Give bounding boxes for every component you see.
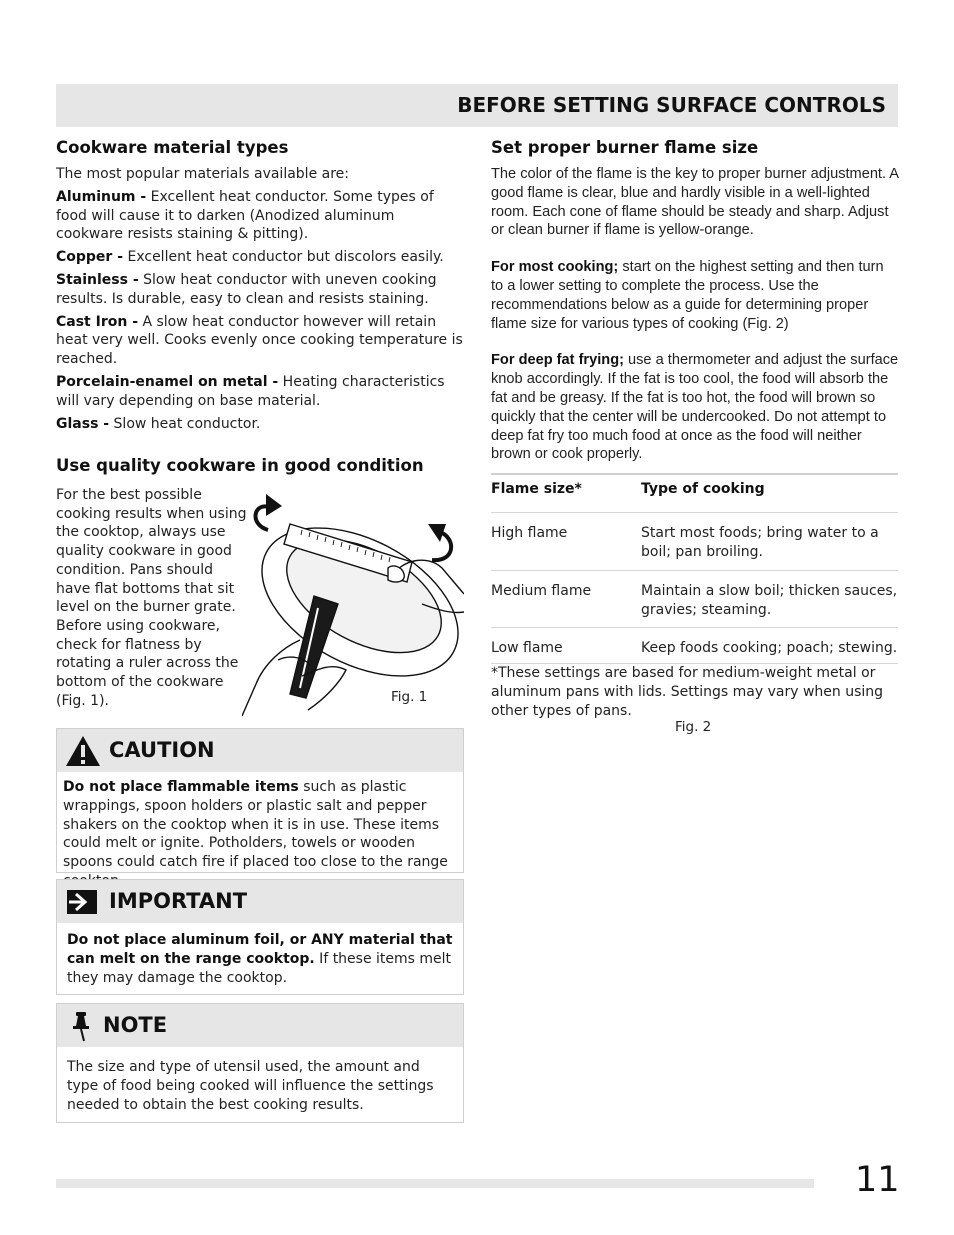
table-cell: Medium flame — [491, 583, 592, 599]
material-item — [56, 373, 464, 411]
table-row — [491, 571, 898, 628]
arrow-right-icon — [67, 890, 97, 914]
table-cell: Keep foods cooking; poach; stewing. — [641, 640, 898, 656]
material-text: A slow heat conductor however will retain heat very well. Cooks evenly once cooking temperature is reached. — [56, 313, 463, 368]
table-cell: High flame — [491, 525, 568, 541]
material-text: Slow heat conductor with uneven cooking results. Is durable, easy to clean and resists staining. — [56, 271, 437, 307]
table-row — [491, 513, 898, 571]
warning-icon — [65, 735, 101, 767]
fig1-label: Fig. 1 — [391, 689, 428, 705]
table-header-row — [491, 474, 898, 513]
caution-header — [57, 729, 463, 772]
flame-heading: Set proper burner flame size — [491, 138, 759, 157]
important-text: If these items melt they may damage the cooktop. — [67, 950, 452, 986]
table-footnote: *These settings are based for medium-weight metal or aluminum pans with lids. Settings may vary when using other types of pans. — [491, 665, 884, 719]
page-title: BEFORE SETTING SURFACE CONTROLS — [457, 93, 886, 117]
materials-heading: Cookware material types — [56, 138, 289, 157]
deep-frying-bold: For deep fat frying; — [491, 352, 624, 369]
material-term: Cast Iron - — [56, 313, 139, 330]
quality-text: For the best possible cooking results when using the cooktop, always use quality cookware in good condition. Pans should have flat bottoms that sit level on the burner grate. Before using cookware, check for flatness by rotating a ruler across the bottom of the cookware (Fig. 1). — [56, 487, 247, 709]
most-cooking-bold: For most cooking; — [491, 259, 619, 276]
material-text: Heating characteristics will vary depending on base material. — [56, 373, 445, 409]
material-text: Excellent heat conductor but discolors easily. — [123, 249, 444, 266]
material-text: Slow heat conductor. — [109, 415, 261, 432]
caution-bold: Do not place flammable items — [63, 779, 299, 795]
fig2-label: Fig. 2 — [675, 719, 712, 735]
material-term: Porcelain-enamel on metal - — [56, 373, 279, 390]
caution-box — [56, 728, 464, 873]
caution-text: such as plastic wrappings, spoon holders or plastic salt and pepper shakers on the cooktop when it is in use. These items could melt or ignite. Potholders, towels or wooden spoons could catch fire if placed too close to the range — [63, 779, 448, 871]
important-title: IMPORTANT — [109, 889, 248, 913]
table-cell: Low flame — [491, 640, 563, 656]
material-term: Stainless - — [56, 271, 139, 288]
important-box — [56, 879, 464, 995]
important-bold: Do not place aluminum foil, or ANY material that can melt on the range cooktop. — [67, 932, 453, 967]
table-header: Flame size* — [491, 481, 582, 497]
important-header — [57, 880, 463, 923]
footer-bar — [56, 1179, 814, 1188]
table-cell: Maintain a slow boil; thicken sauces, gravies; steaming. — [641, 583, 898, 618]
materials-section — [56, 138, 464, 437]
quality-heading: Use quality cookware in good condition — [56, 456, 424, 475]
table-cell: Start most foods; bring water to a boil; pan broiling. — [641, 525, 879, 560]
material-term: Copper - — [56, 249, 124, 266]
material-item — [56, 271, 464, 309]
note-body: The size and type of utensil used, the amount and type of food being cooked will influence the settings needed to obtain the best cooking results. — [67, 1059, 434, 1113]
deep-frying-paragraph — [491, 351, 899, 464]
flame-intro: The color of the flame is the key to proper burner adjustment. A good flame is clear, blue and hardly visible in a well-lighted room. Each cone of flame should be steady and sharp. Adjust or clean burner if flame is yellow-orange. — [491, 166, 899, 239]
material-term: Glass - — [56, 415, 110, 432]
flame-table — [491, 473, 898, 664]
table-row — [491, 628, 898, 664]
note-box — [56, 1003, 464, 1123]
material-item — [56, 415, 464, 434]
caution-title: CAUTION — [109, 738, 215, 762]
material-item — [56, 313, 464, 369]
pushpin-icon — [71, 1010, 93, 1042]
most-cooking-paragraph — [491, 258, 899, 333]
most-cooking-text: start on the highest setting and then turn to a lower setting to complete the process. Use the recommendations below as a guide for determining proper flame size for various types of cooking (Fig. 2) — [491, 259, 884, 332]
material-item — [56, 248, 464, 267]
header-bar — [56, 84, 898, 127]
page-number: 11 — [855, 1160, 900, 1200]
flame-section — [491, 138, 899, 468]
note-header — [57, 1004, 463, 1047]
quality-section — [56, 456, 464, 718]
materials-intro: The most popular materials available are: — [56, 166, 349, 182]
table-header: Type of cooking — [641, 481, 765, 497]
material-term: Aluminum - — [56, 188, 147, 205]
important-body — [57, 923, 463, 993]
deep-frying-text: use a thermometer and adjust the surface knob accordingly. If the fat is too cool, the food will absorb the fat and be greasy. If the fat is too hot, the food will brown so quickly that the center will be undercooked. Do not attempt to deep fat fry too much food at once as the food will neither brown or cook properly. — [491, 352, 899, 463]
material-item — [56, 188, 464, 244]
note-title: NOTE — [103, 1013, 168, 1037]
ruler-check-illustration — [242, 484, 464, 716]
material-text: Excellent heat conductor. Some types of food will cause it to darken (Anodized aluminum cookware resists staining & pitting). — [56, 188, 434, 243]
